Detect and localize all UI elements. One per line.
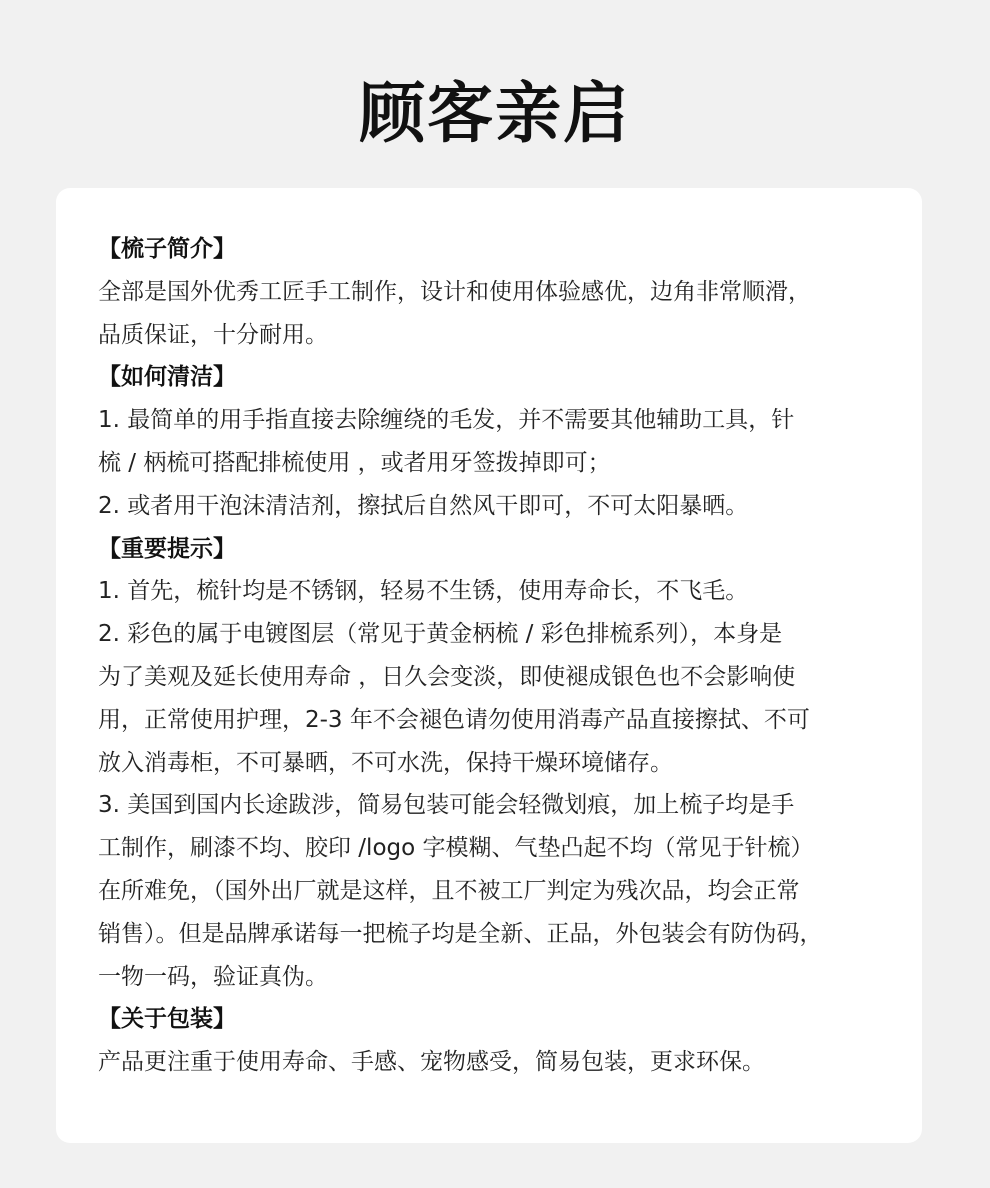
text-line: 1. 最简单的用手指直接去除缠绕的毛发，并不需要其他辅助工具，针 [98, 407, 795, 434]
section-heading: 【关于包装】 [98, 1006, 236, 1033]
page-title: 顾客亲启 [359, 75, 631, 152]
notice-card [56, 188, 922, 1143]
section-heading: 【梳子简介】 [98, 236, 236, 262]
text-line: 为了美观及延长使用寿命 ，日久会变淡，即使褪成银色也不会影响使 [98, 663, 796, 690]
notice-text-block [98, 228, 892, 1084]
text-line: 2. 或者用干泡沫清洁剂，擦拭后自然风干即可，不可太阳暴晒。 [98, 492, 749, 519]
text-line: 品质保证，十分耐用。 [98, 321, 328, 348]
text-line: 产品更注重于使用寿命、手感、宠物感受，简易包装，更求环保。 [98, 1049, 765, 1076]
text-line: 1. 首先，梳针均是不锈钢，轻易不生锈，使用寿命长，不飞毛。 [98, 578, 749, 605]
section-heading: 【重要提示】 [98, 535, 236, 562]
text-line: 用，正常使用护理，2-3 年不会褪色请勿使用消毒产品直接擦拭、不可 [98, 706, 810, 733]
text-line: 销售）。但是品牌承诺每一把梳子均是全新、正品，外包装会有防伪码， [98, 920, 823, 947]
text-line: 2. 彩色的属于电镀图层（常见于黄金柄梳 / 彩色排梳系列），本身是 [98, 621, 783, 648]
text-line: 放入消毒柜，不可暴晒，不可水洗，保持干燥环境储存。 [98, 749, 673, 776]
text-line: 3. 美国到国内长途跋涉，简易包装可能会轻微划痕，加上梳子均是手 [98, 792, 795, 819]
text-line: 在所难免，（国外出厂就是这样，且不被工厂判定为残次品，均会正常 [98, 877, 800, 904]
text-line: 一物一码，验证真伪。 [98, 963, 328, 990]
section-heading: 【如何清洁】 [98, 364, 236, 391]
text-line: 全部是国外优秀工匠手工制作，设计和使用体验感优，边角非常顺滑， [98, 278, 811, 305]
text-line: 工制作，刷漆不均、胶印 /logo 字模糊、气垫凸起不均（常见于针梳） [98, 835, 814, 862]
text-line: 梳 / 柄梳可搭配排梳使用 ，或者用牙签拨掉即可； [98, 449, 611, 476]
